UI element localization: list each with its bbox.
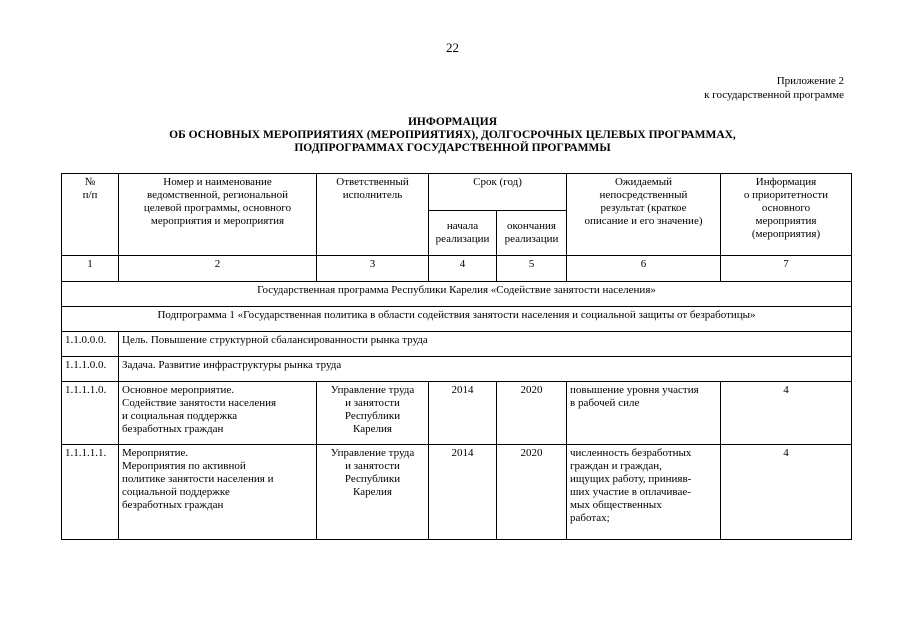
text-line: Ответственный [336, 176, 409, 188]
column-number: 3 [317, 256, 429, 282]
text-line: безработных граждан [122, 499, 224, 511]
appendix-line-2: к государственной программе [704, 89, 844, 101]
text-line: Управление труда [330, 447, 415, 459]
text-line: безработных граждан [122, 423, 224, 435]
table-row [62, 445, 852, 540]
text-line: в рабочей силе [570, 397, 640, 409]
column-number: 2 [119, 256, 317, 282]
title-line-3: ПОДПРОГРАММАХ ГОСУДАРСТВЕННОЙ ПРОГРАММЫ [294, 142, 611, 154]
header-end [497, 211, 567, 256]
text-line: Ожидаемый [614, 176, 673, 188]
text-line: Республики [344, 410, 401, 422]
text-line: Мероприятия по активной [122, 460, 246, 472]
title-line-1: ИНФОРМАЦИЯ [407, 116, 497, 128]
text-line: Содействие занятости населения [122, 397, 277, 409]
header-executor [317, 174, 429, 256]
text-line: № [84, 176, 96, 188]
task-code: 1.1.1.0.0. [62, 357, 119, 382]
text-line: Республики [344, 473, 401, 485]
text-line: начала [446, 220, 479, 232]
column-number: 7 [721, 256, 852, 282]
document-title [0, 116, 905, 155]
column-number: 5 [497, 256, 567, 282]
row-end-year: 2020 [497, 382, 567, 445]
text-line: мых общественных [570, 499, 662, 511]
text-line: мероприятия и мероприятия [150, 215, 285, 227]
header-num [62, 174, 119, 256]
row-end-year: 2020 [497, 445, 567, 540]
text-line: мероприятия [755, 215, 817, 227]
text-line: (мероприятия) [751, 228, 821, 240]
text-line: Карелия [353, 423, 392, 435]
header-priority [721, 174, 852, 256]
column-numbers-row [62, 256, 852, 282]
text-line: Основное мероприятие. [122, 384, 235, 396]
header-start [429, 211, 497, 256]
header-name [119, 174, 317, 256]
text-line: ищущих работу, принияв- [570, 473, 692, 485]
row-name [119, 382, 317, 445]
row-result [567, 382, 721, 445]
text-line: Управление труда [330, 384, 415, 396]
text-line: и занятости [345, 460, 400, 472]
text-line: Карелия [353, 486, 392, 498]
text-line: реализации [504, 233, 559, 245]
text-line: численность безработных [570, 447, 692, 459]
program-title: Государственная программа Республики Карелия «Содействие занятости населения» [62, 282, 852, 307]
appendix-note [704, 74, 844, 102]
task-row [62, 357, 852, 382]
row-name [119, 445, 317, 540]
text-line: и занятости [345, 397, 400, 409]
text-line: повышение уровня участия [570, 384, 699, 396]
title-line-2: ОБ ОСНОВНЫХ МЕРОПРИЯТИЯХ (МЕРОПРИЯТИЯХ), ДОЛГОСРОЧНЫХ ЦЕЛЕВЫХ ПРОГРАММАХ, [169, 129, 736, 141]
text-line: результат (краткое [600, 202, 687, 214]
row-priority: 4 [721, 382, 852, 445]
row-code: 1.1.1.1.0. [62, 382, 119, 445]
goal-text: Цель. Повышение структурной сбалансированности рынка труда [119, 332, 852, 357]
text-line: о приоритетности [743, 189, 829, 201]
task-text: Задача. Развитие инфраструктуры рынка труда [119, 357, 852, 382]
subprogram-row [62, 307, 852, 332]
subprogram-title: Подпрограмма 1 «Государственная политика в области содействия занятости населения и социальной защиты от безработицы» [62, 307, 852, 332]
header-result [567, 174, 721, 256]
text-line: граждан и граждан, [570, 460, 662, 472]
text-line: основного [761, 202, 811, 214]
row-code: 1.1.1.1.1. [62, 445, 119, 540]
measures-table [61, 173, 852, 540]
column-number: 1 [62, 256, 119, 282]
text-line: п/п [82, 189, 98, 201]
text-line: исполнитель [342, 189, 403, 201]
header-row [62, 174, 852, 211]
text-line: Номер и наименование [163, 176, 272, 188]
row-executor [317, 445, 429, 540]
goal-row [62, 332, 852, 357]
text-line: работах; [570, 512, 610, 524]
text-line: ших участие в оплачивае- [570, 486, 691, 498]
text-line: целевой программы, основного [143, 202, 292, 214]
text-line: ведомственной, региональной [146, 189, 288, 201]
header-term: Срок (год) [429, 174, 567, 211]
row-start-year: 2014 [429, 445, 497, 540]
text-line: и социальная поддержка [122, 410, 238, 422]
appendix-line-1: Приложение 2 [776, 75, 844, 87]
text-line: Информация [755, 176, 817, 188]
table-row [62, 382, 852, 445]
text-line: Мероприятие. [122, 447, 189, 459]
row-result [567, 445, 721, 540]
row-executor [317, 382, 429, 445]
column-number: 6 [567, 256, 721, 282]
goal-code: 1.1.0.0.0. [62, 332, 119, 357]
row-start-year: 2014 [429, 382, 497, 445]
text-line: непосредственный [599, 189, 688, 201]
text-line: политике занятости населения и [122, 473, 274, 485]
page-number: 22 [446, 40, 459, 55]
program-row [62, 282, 852, 307]
column-number: 4 [429, 256, 497, 282]
text-line: окончания [507, 220, 556, 232]
text-line: описание и его значение) [584, 215, 703, 227]
text-line: социальной поддержке [122, 486, 230, 498]
row-priority: 4 [721, 445, 852, 540]
text-line: реализации [435, 233, 490, 245]
